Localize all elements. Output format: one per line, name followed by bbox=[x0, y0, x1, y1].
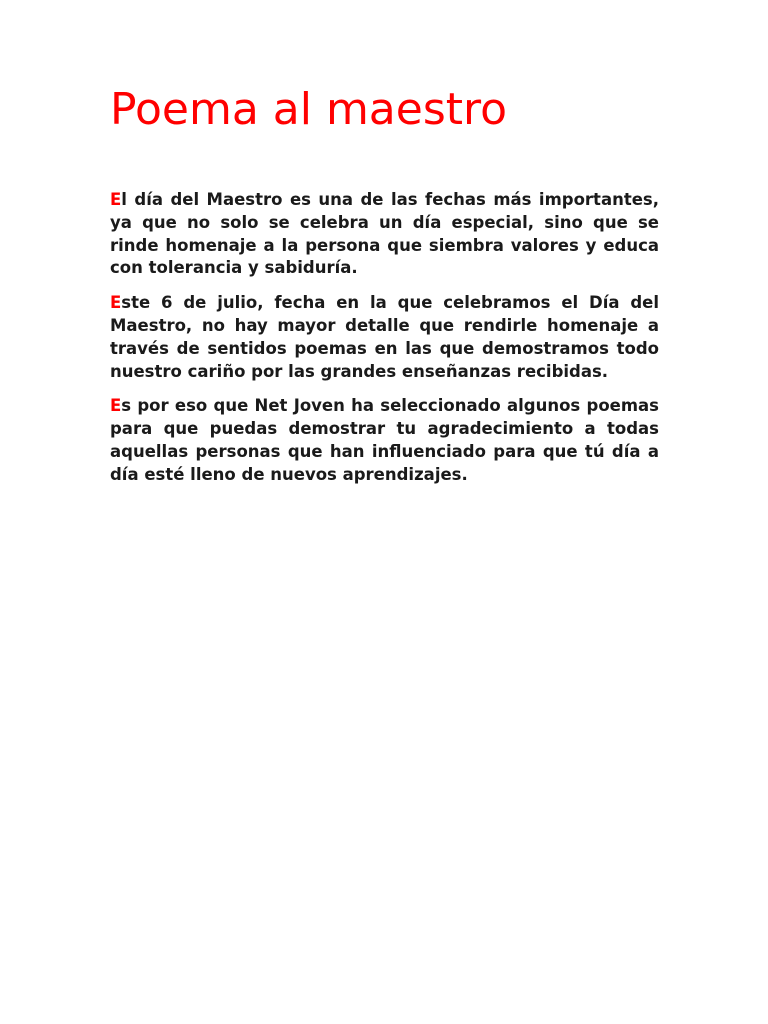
paragraph-text: l día del Maestro es una de las fechas más importantes, ya que no solo se celebra un día especial, sino que se rinde homenaje a la persona que siembra valores y educa con tolerancia y sabiduría. bbox=[110, 190, 659, 278]
paragraph-initial: E bbox=[110, 293, 122, 313]
document-body bbox=[110, 189, 659, 499]
paragraph-initial: E bbox=[110, 190, 122, 209]
paragraph-text: s por eso que Net Joven ha seleccionado algunos poemas para que puedas demostrar tu agradecimiento a todas aquellas personas que han influenciado para que tú día a día esté lleno de nuevos aprendizajes. bbox=[110, 396, 659, 484]
paragraph-3 bbox=[110, 395, 659, 486]
page-title: Poema al maestro bbox=[110, 84, 508, 135]
paragraph-1 bbox=[110, 189, 659, 280]
paragraph-2 bbox=[110, 292, 659, 383]
paragraph-text: ste 6 de julio, fecha en la que celebramos el Día del Maestro, no hay mayor detalle que rendirle homenaje a través de sentidos poemas en las que demostramos todo nuestro cariño por las grandes enseñanzas recibidas. bbox=[110, 293, 659, 381]
paragraph-initial: E bbox=[110, 396, 122, 416]
